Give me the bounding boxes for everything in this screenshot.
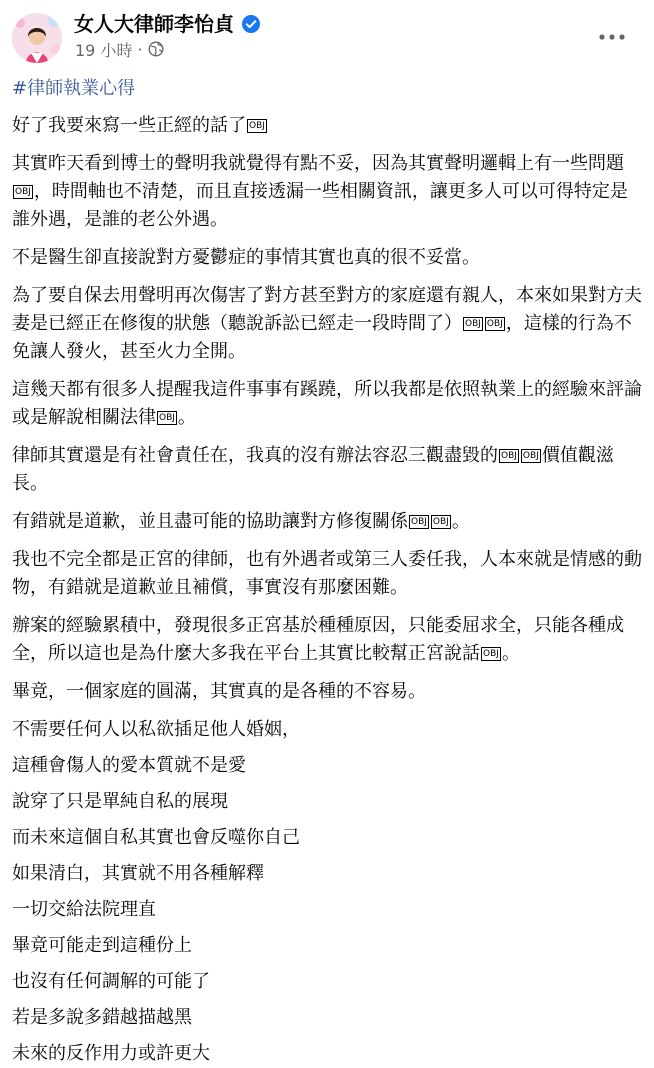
paragraph-text: 價值觀滋長。 (12, 445, 614, 494)
paragraph (12, 112, 642, 140)
paragraph-text: 畢竟，一個家庭的圓滿，其實真的是各種的不容易。 (12, 681, 426, 702)
more-options-icon[interactable] (590, 22, 634, 52)
paragraph-text: 。 (501, 643, 520, 664)
author-avatar[interactable] (12, 13, 62, 63)
paragraph (12, 244, 642, 272)
paragraph (12, 860, 642, 888)
paragraph-text: 這幾天都有很多人提醒我這件事事有蹊蹺，所以我都是依照執業上的經驗來評論或是解說相關法律 (12, 379, 642, 428)
paragraph-text: 其實昨天看到博士的聲明我就覺得有點不妥，因為其實聲明邏輯上有一些問題 (12, 153, 624, 174)
obj-replacement-glyph: OBJ (249, 121, 265, 131)
paragraph (12, 932, 642, 960)
paragraph-text: 我也不完全都是正宮的律師，也有外遇者或第三人委任我，人本來就是情感的動物，有錯就是道歉並且補償，事實沒有那麼困難。 (12, 549, 642, 598)
post-time[interactable]: 19 小時 (75, 40, 133, 60)
author-name[interactable]: 女人大律師李怡貞 (74, 12, 234, 36)
obj-replacement-glyph: OBJ (432, 517, 449, 527)
paragraph-text: 辦案的經驗累積中，發現很多正宮基於種種原因，只能委屈求全，只能各種成全，所以這也是為什麼大多我在平台上其實比較幫正宮說話 (12, 615, 624, 664)
verified-badge-icon (241, 14, 261, 34)
paragraph-text: 畢竟可能走到這種份上 (12, 935, 192, 956)
paragraph (12, 282, 642, 366)
post-meta (75, 38, 164, 60)
paragraph (12, 376, 642, 432)
paragraph (12, 968, 642, 996)
paragraph (12, 1040, 642, 1068)
paragraph-text: 而未來這個自私其實也會反噬你自己 (12, 827, 300, 848)
meta-separator: · (137, 39, 143, 59)
paragraph-text: ，時間軸也不清楚，而且直接透漏一些相關資訊，讓更多人可以可得特定是誰外遇，是誰的老公外遇。 (12, 181, 628, 230)
paragraph-text: 若是多說多錯越描越黑 (12, 1007, 192, 1028)
obj-replacement-glyph: OBJ (522, 451, 539, 461)
paragraph (12, 716, 642, 744)
paragraph (12, 678, 642, 706)
paragraph-text: ，這樣的行為不免讓人發火，甚至火力全開。 (12, 313, 632, 362)
paragraph-text: 如果清白，其實就不用各種解釋 (12, 863, 264, 884)
paragraph (12, 824, 642, 852)
paragraph (12, 788, 642, 816)
paragraph (12, 752, 642, 780)
paragraph (12, 612, 642, 668)
paragraph (12, 150, 642, 234)
paragraph-text: 也沒有任何調解的可能了 (12, 971, 210, 992)
paragraph-text: 好了我要來寫一些正經的話了 (12, 115, 246, 136)
paragraph-text: 。 (177, 407, 196, 428)
paragraph-text: 律師其實還是有社會責任在，我真的沒有辦法容忍三觀盡毀的 (12, 445, 498, 466)
paragraph-text: 不需要任何人以私欲插足他人婚姻， (12, 719, 300, 740)
hashtag-link[interactable]: #律師執業心得 (12, 78, 136, 99)
obj-replacement-glyph: OBJ (465, 319, 481, 329)
obj-replacement-glyph: OBJ (159, 413, 175, 423)
paragraph-text: 一切交給法院理直 (12, 899, 156, 920)
globe-icon[interactable] (148, 41, 164, 57)
avatar-image (12, 13, 62, 63)
paragraph-text: 為了要自保去用聲明再次傷害了對方甚至對方的家庭還有親人，本來如果對方夫妻是已經正在修復的狀態（聽說訴訟已經走一段時間了） (12, 285, 642, 334)
paragraph (12, 508, 642, 536)
paragraph (12, 1004, 642, 1032)
obj-replacement-glyph: OBJ (15, 187, 31, 197)
paragraph-text: 不是醫生卻直接說對方憂鬱症的事情其實也真的很不妥當。 (12, 247, 480, 268)
post-header (0, 0, 654, 76)
paragraph (12, 896, 642, 924)
paragraph-text: 說穿了只是單純自私的展現 (12, 791, 228, 812)
obj-replacement-glyph: OBJ (501, 451, 517, 461)
paragraph-text: 。 (451, 511, 470, 532)
paragraph (12, 442, 642, 498)
paragraph-text: 有錯就是道歉，並且盡可能的協助讓對方修復關係 (12, 511, 408, 532)
paragraph (12, 546, 642, 602)
paragraph-text: 這種會傷人的愛本質就不是愛 (12, 755, 246, 776)
obj-replacement-glyph: OBJ (483, 649, 499, 659)
post-body (12, 112, 642, 1068)
obj-replacement-glyph: OBJ (411, 517, 427, 527)
paragraph-text: 未來的反作用力或許更大 (12, 1043, 210, 1064)
obj-replacement-glyph: OBJ (486, 319, 503, 329)
